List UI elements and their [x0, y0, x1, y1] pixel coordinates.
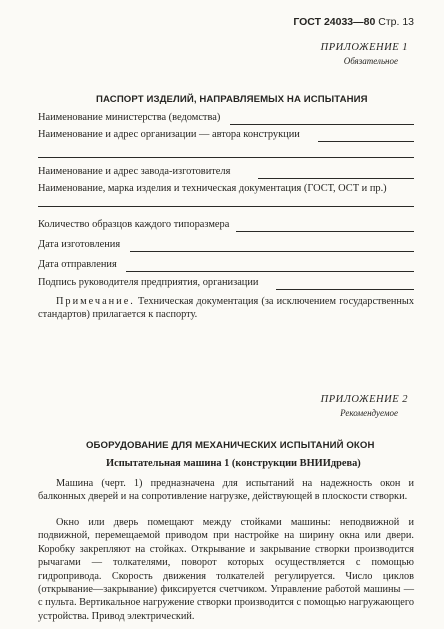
- appendix-2-status: Рекомендуемое: [340, 408, 398, 418]
- fill-line-manufacturer: [258, 178, 414, 179]
- page-header: [293, 16, 414, 28]
- fill-line-author-2: [38, 157, 414, 158]
- field-author-organization: Наименование и адрес организации — автора конструкции: [38, 129, 300, 140]
- field-sample-count: Количество образцов каждого типоразмера: [38, 219, 230, 230]
- fill-line-shipping-date: [126, 271, 414, 272]
- appendix-2-title: ПРИЛОЖЕНИЕ 2: [320, 394, 408, 405]
- machine-operation-paragraph: [38, 516, 414, 623]
- standard-number: ГОСТ 24033—80: [293, 16, 376, 28]
- fill-line-signature: [276, 289, 414, 290]
- note-text: Техническая документация (за исключением государственных стандартов) прилагается к паспорту.: [38, 296, 414, 321]
- machine-purpose-text: Машина (черт. 1) предназначена для испытаний на надежность окон и балконных дверей и на сопротивление нагрузке, действующей в плоскости створки.: [38, 478, 414, 503]
- field-ministry: Наименование министерства (ведомства): [38, 112, 221, 123]
- passport-note: [38, 295, 414, 322]
- field-manufacture-date: Дата изготовления: [38, 239, 121, 250]
- machine-purpose-paragraph: [38, 477, 414, 504]
- fill-line-sample-count: [236, 231, 414, 232]
- field-product-documentation: Наименование, марка изделия и техническая документация (ГОСТ, ОСТ и пр.): [38, 183, 387, 194]
- fill-line-manufacture-date: [130, 251, 414, 252]
- field-manufacturer: Наименование и адрес завода-изготовителя: [38, 166, 231, 177]
- fill-line-author-1: [318, 141, 414, 142]
- fill-line-ministry: [230, 124, 414, 125]
- field-director-signature: Подпись руководителя предприятия, организации: [38, 277, 259, 288]
- note-label: Примечание.: [56, 296, 135, 307]
- machine-operation-text: Окно или дверь помещают между стойками машины: неподвижной и подвижной, перемещаемой приводом при настройке на ширину окна или двери. Коробку закрепляют на стойках. Открывание и закрывание створки производится рычагами — толкателями, поворот которых осуществляется с помощью гидропривода. Скорость движения толкателей регулируется. Число циклов (открывание—закрывание) фиксируется счетчиком. Управление работой машины — с пульта. Вертикальное нагружение створки производится с помощью нагружающего устройства. Привод электрический.: [38, 517, 414, 622]
- field-shipping-date: Дата отправления: [38, 259, 117, 270]
- equipment-heading: ОБОРУДОВАНИЕ ДЛЯ МЕХАНИЧЕСКИХ ИСПЫТАНИЙ ОКОН: [86, 440, 375, 451]
- appendix-1-status: Обязательное: [343, 56, 398, 66]
- fill-line-documentation: [38, 206, 414, 207]
- machine-subheading: Испытательная машина 1 (конструкции ВНИИдрева): [106, 458, 361, 469]
- appendix-1-title: ПРИЛОЖЕНИЕ 1: [320, 42, 408, 53]
- page-number: Стр. 13: [378, 16, 414, 28]
- passport-heading: ПАСПОРТ ИЗДЕЛИЙ, НАПРАВЛЯЕМЫХ НА ИСПЫТАНИЯ: [96, 94, 368, 105]
